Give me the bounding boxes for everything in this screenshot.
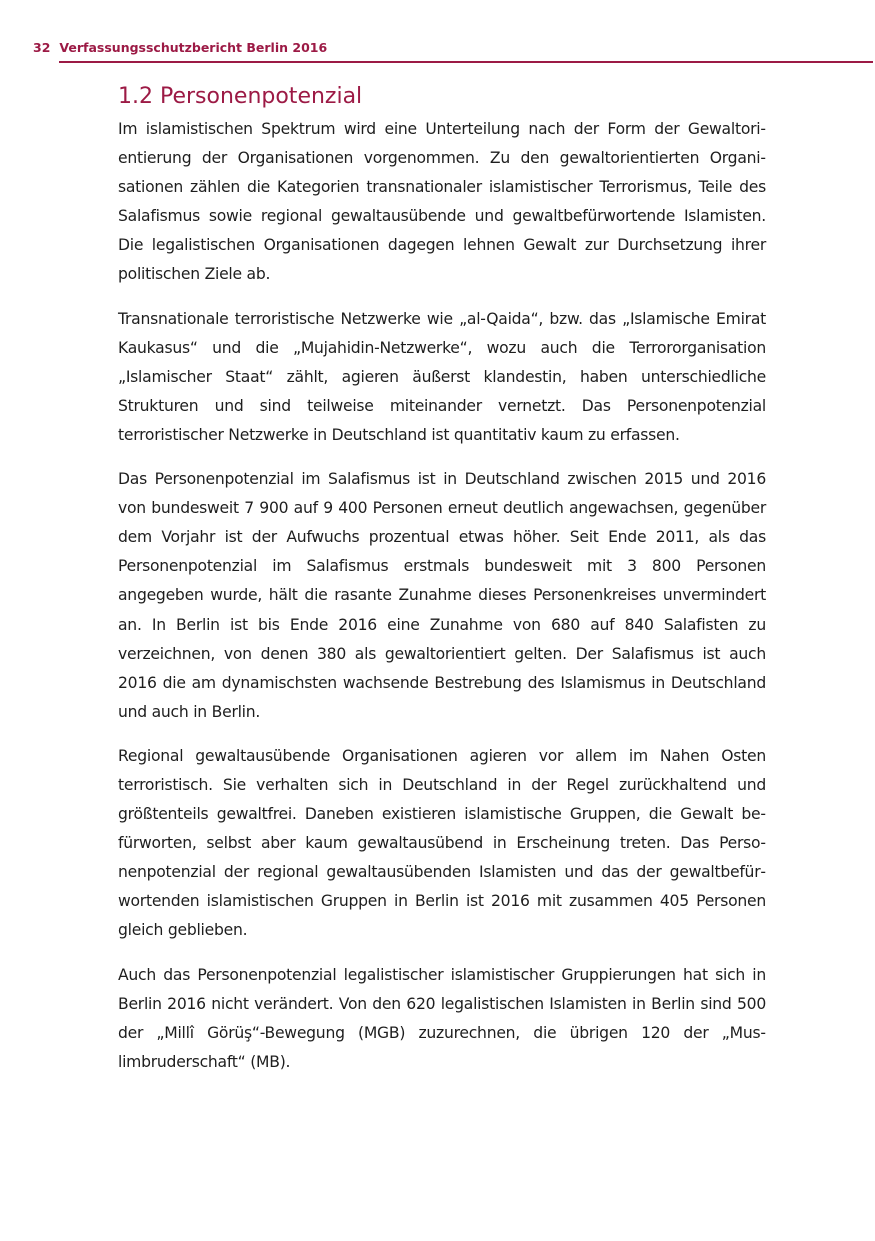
- header-rule: [59, 61, 873, 63]
- section-heading: 1.2 Personenpotenzial: [118, 84, 363, 109]
- paragraph-salafism: Das Personenpotenzial im Salafismus ist in Deutschland zwischen 2015 und 2016 von bundesweit 7 900 auf 9 400 Personen erneut deutlich angewachsen, gegenüber dem Vorjahr ist der Aufwuchs prozentual etwas höher. Seit Ende 2011, als das Personenpotenzial im Salafismus erstmals bundesweit mit 3 800 Personen angegeben wurde, hält die rasante Zunahme dieses Personenkreises unvermindert an. In Berlin ist bis Ende 2016 eine Zunahme von 680 auf 840 Salafisten zu verzeichnen, von denen 380 als gewaltorientiert gelten. Der Salafismus ist auch 2016 die am dynamischsten wachsende Bestrebung des Islamismus in Deutschland und auch in Berlin.: [118, 470, 766, 721]
- paragraph-organisation-types: Im islamistischen Spektrum wird eine Unterteilung nach der Form der Gewaltorientierung der Organisationen vorgenommen. Zu den gewaltorientierten Organisationen zählen die Kategorien transnationaler islamistischer Terrorismus, Teile des Salafismus sowie regional gewaltausübende und gewaltbefürwortende Islamisten. Die legalistischen Organisationen dagegen lehnen Gewalt zur Durchsetzung ihrer politischen Ziele ab.: [118, 120, 766, 284]
- running-header: [33, 40, 327, 55]
- publication-title: Verfassungsschutzbericht Berlin 2016: [59, 40, 328, 55]
- paragraph-regional-organisations: Regional gewaltausübende Organisationen agieren vor allem im Nahen Osten terroristisch. Sie verhalten sich in Deutschland in der Regel zurückhaltend und größtenteils gewaltfrei. Daneben existieren islamistische Gruppen, die Gewalt befürworten, selbst aber kaum gewaltausübend in Erscheinung treten. Das Personenpotenzial der regional gewaltausübenden Islamisten und das der gewaltbefürwortenden islamistischen Gruppen in Berlin ist 2016 mit zusammen 405 Personen gleich geblieben.: [118, 746, 766, 940]
- paragraph-legalist-groups: Auch das Personenpotenzial legalistischer islamistischer Gruppierungen hat sich in Berlin 2016 nicht verändert. Von den 620 legalistischen Islamisten in Berlin sind 500 der „Millî Görüş“-Bewegung (MGB) zuzurechnen, die übrigen 120 der „Muslimbruderschaft“ (MB).: [118, 965, 766, 1071]
- section-body: [118, 82, 766, 1092]
- paragraph-terrorist-networks: Transnationale terroristische Netzwerke wie „al-Qaida“, bzw. das „Islamische Emirat Kaukasus“ und die „Mujahidin-Netzwerke“, wozu auch die Terrororganisation „Islamischer Staat“ zählt, agieren äußerst klandestin, haben unterschiedliche Strukturen und sind teilweise miteinander vernetzt. Das Personenpotenzial terroristischer Netzwerke in Deutschland ist quantitativ kaum zu erfassen.: [118, 309, 766, 444]
- page-number: 32: [33, 40, 51, 55]
